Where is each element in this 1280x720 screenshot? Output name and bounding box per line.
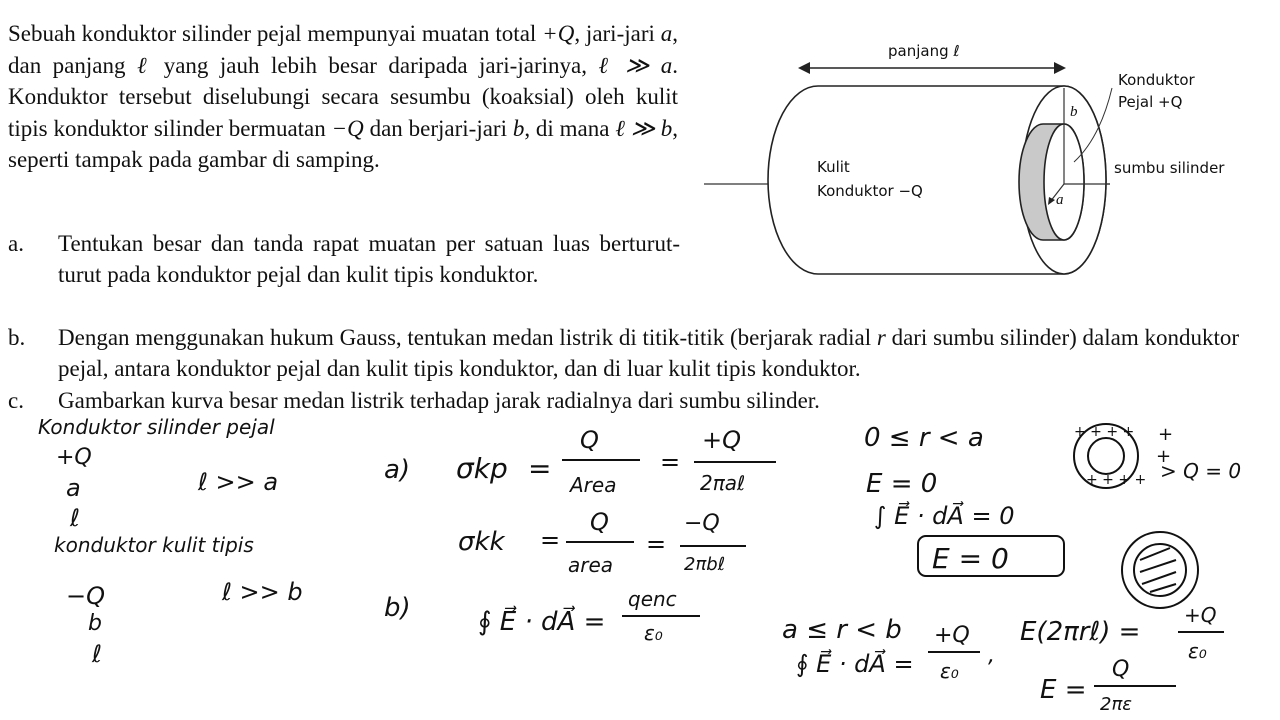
note-e-final: E = (1040, 675, 1087, 705)
note-e-zero: E = 0 (866, 469, 938, 499)
note-frac-2pibl: 2πbℓ (684, 554, 726, 575)
note-konduktor-pejal: Konduktor silinder pejal (38, 415, 275, 439)
note-gauss-law: ∮ E⃗ · dA⃗ = (478, 607, 606, 637)
note-frac-q: Q (580, 426, 599, 454)
note-e-final-den: 2πε (1100, 694, 1133, 715)
radius-a-label: a (1056, 192, 1064, 208)
note-area: Area (570, 473, 617, 497)
question-a (8, 228, 680, 320)
note-plus-q: +Q (56, 445, 92, 470)
note-gauss-zero: ∫ E⃗ · dA⃗ = 0 (874, 502, 1015, 530)
radius-b-label: b (1070, 104, 1078, 120)
note-area2: area (568, 553, 614, 577)
problem-statement (8, 18, 678, 176)
shell-label-2: Konduktor −Q (817, 182, 923, 200)
note-e-den: ε₀ (1188, 639, 1207, 663)
note-b-mark: b) (384, 593, 411, 623)
note-gauss2-num: +Q (934, 623, 970, 648)
question-b-text: Dengan menggunakan hukum Gauss, tentukan medan listrik di titik-titik (berjarak radial r dari sumbu silinder) dalam konduktor pejal, antara konduktor pejal dan kulit tipis konduktor, dan di luar kulit tipis konduktor. (58, 325, 1240, 381)
note-ell-gg-b: ℓ >> b (222, 578, 303, 606)
note-gauss2-den: ε₀ (940, 659, 959, 683)
note-ell-gg-a: ℓ >> a (198, 468, 279, 496)
svg-text:+: + (1156, 446, 1172, 467)
svg-text:=: = (646, 530, 667, 558)
solid-label-1: Konduktor (1118, 71, 1195, 89)
svg-text:+ + + +: + + + + (1086, 472, 1147, 488)
handwritten-notes (0, 400, 1280, 720)
coaxial-cylinder-diagram (698, 34, 1258, 284)
axis-label: sumbu silinder (1114, 159, 1225, 177)
note-e-num: +Q (1184, 603, 1217, 627)
svg-text:+ + + +: + + + + (1074, 424, 1135, 440)
note-frac-q2: Q (590, 508, 609, 536)
svg-text:=: = (660, 448, 681, 476)
question-a-label: a. (8, 231, 24, 256)
note-e-final-num: Q (1112, 657, 1130, 682)
note-region-2: a ≤ r < b (782, 615, 902, 645)
length-label: panjang ℓ (888, 42, 960, 60)
svg-text:+: + (1158, 424, 1174, 445)
note-frac-2pial: 2πaℓ (700, 471, 746, 495)
note-gauss-law-2: ∮ E⃗ · dA⃗ = (796, 650, 914, 678)
note-frac-minus-q: −Q (684, 511, 720, 536)
note-e-2pirl: E(2πrℓ) = (1020, 617, 1141, 647)
question-b-label: b. (8, 325, 26, 350)
svg-text:,: , (988, 643, 995, 668)
note-boxed-e-zero: E = 0 (932, 542, 1009, 575)
note-region-1: 0 ≤ r < a (864, 423, 984, 453)
note-sigma-kk: σkk (458, 527, 505, 557)
question-c-text: Gambarkan kurva besar medan listrik terhadap jarak radialnya dari sumbu silinder. (58, 388, 820, 413)
note-frac-plus-q: +Q (702, 426, 741, 454)
note-minus-q: −Q (66, 582, 105, 610)
note-sigma-kp: σkp (456, 452, 508, 485)
question-b (8, 322, 1270, 386)
svg-text:=: = (540, 526, 561, 554)
note-q-zero: > Q = 0 (1160, 459, 1242, 483)
note-a-mark: a) (384, 455, 411, 485)
note-ell-1: ℓ (70, 504, 80, 532)
note-b: b (88, 611, 102, 636)
note-eps0: ε₀ (644, 621, 663, 645)
question-c-label: c. (8, 388, 24, 413)
svg-text:=: = (528, 452, 552, 485)
shell-label-1: Kulit (817, 158, 850, 176)
note-ell-2: ℓ (92, 640, 102, 668)
note-a: a (66, 474, 81, 502)
note-kulit-tipis: konduktor kulit tipis (54, 533, 254, 557)
problem-intro: Sebuah konduktor silinder pejal mempunyai muatan total +Q, jari-jari a, dan panjang ℓ yang jauh lebih besar daripada jari-jarinya, ℓ ≫ a. Konduktor tersebut diselubungi secara sesumbu (koaksial) oleh kulit tipis konduktor silinder bermuatan −Q dan berjari-jari b, di mana ℓ ≫ b, seperti tampak pada gambar di samping. (8, 21, 678, 172)
question-a-text: Tentukan besar dan tanda rapat muatan per satuan luas berturut-turut pada konduktor pejal dan kulit tipis konduktor. (58, 231, 680, 287)
solid-label-2: Pejal +Q (1118, 93, 1183, 111)
note-qenc: qenc (628, 587, 677, 611)
